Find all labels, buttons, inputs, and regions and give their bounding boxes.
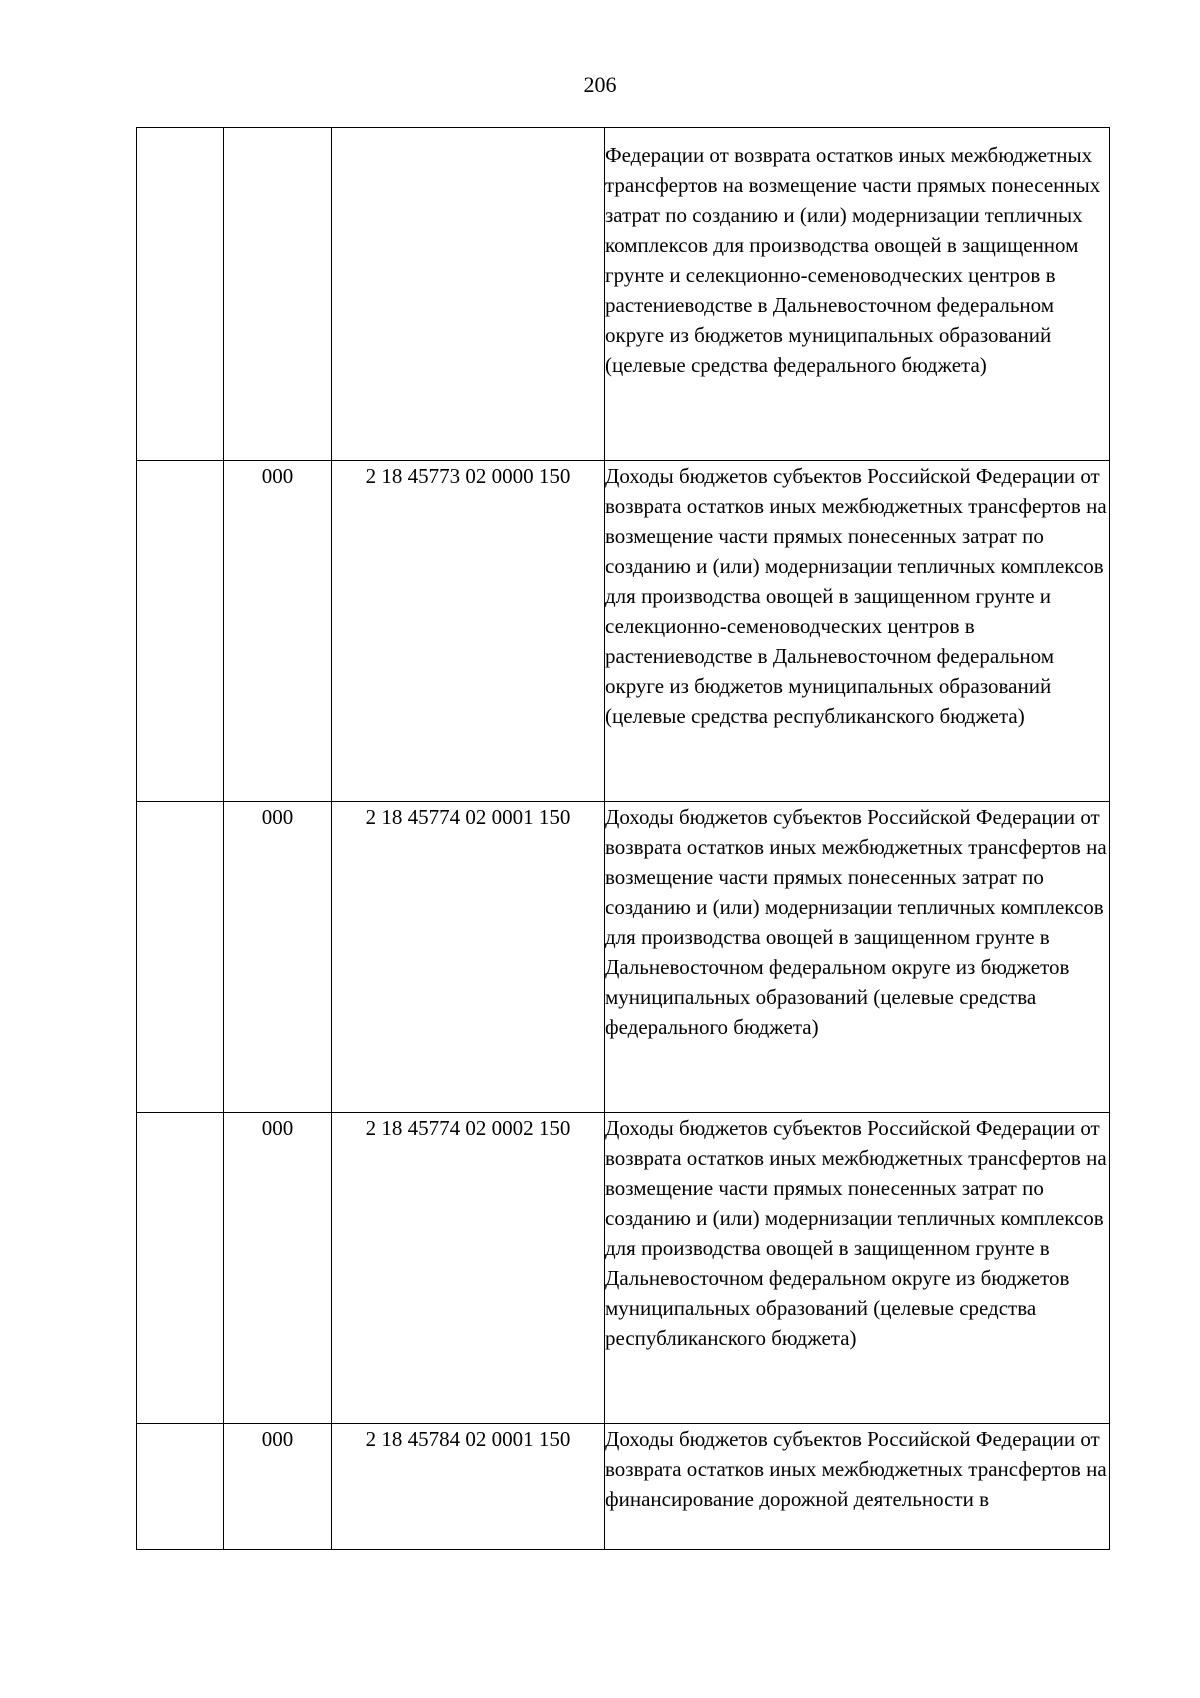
admin-code-cell: 000 bbox=[224, 802, 332, 1113]
description-cell: Доходы бюджетов субъектов Российской Федерации от возврата остатков иных межбюджетных трансфертов на возмещение части прямых понесенных затрат по созданию и (или) модернизации тепличных комплексов для производства овощей в защищенном грунте и селекционно-семеноводческих центров в растениеводстве в Дальневосточном федеральном округе из бюджетов муниципальных образований (целевые средства республиканского бюджета) bbox=[605, 461, 1110, 802]
budget-codes-table bbox=[136, 127, 1110, 1550]
table-row bbox=[137, 802, 1110, 1113]
table-row bbox=[137, 1424, 1110, 1550]
admin-code-cell: 000 bbox=[224, 1424, 332, 1550]
blank-cell bbox=[137, 802, 224, 1113]
kbk-code-cell: 2 18 45773 02 0000 150 bbox=[332, 461, 605, 802]
admin-code-cell: 000 bbox=[224, 1113, 332, 1424]
blank-cell bbox=[137, 128, 224, 461]
description-cell: Федерации от возврата остатков иных межбюджетных трансфертов на возмещение части прямых понесенных затрат по созданию и (или) модернизации тепличных комплексов для производства овощей в защищенном грунте и селекционно-семеноводческих центров в растениеводстве в Дальневосточном федеральном округе из бюджетов муниципальных образований (целевые средства федерального бюджета) bbox=[605, 128, 1110, 461]
blank-cell bbox=[137, 1113, 224, 1424]
table-row bbox=[137, 1113, 1110, 1424]
table-row bbox=[137, 128, 1110, 461]
kbk-code-cell: 2 18 45774 02 0002 150 bbox=[332, 1113, 605, 1424]
kbk-code-cell bbox=[332, 128, 605, 461]
admin-code-cell: 000 bbox=[224, 461, 332, 802]
description-cell: Доходы бюджетов субъектов Российской Федерации от возврата остатков иных межбюджетных трансфертов на финансирование дорожной деятельности в bbox=[605, 1424, 1110, 1550]
blank-cell bbox=[137, 461, 224, 802]
blank-cell bbox=[137, 1424, 224, 1550]
description-cell: Доходы бюджетов субъектов Российской Федерации от возврата остатков иных межбюджетных трансфертов на возмещение части прямых понесенных затрат по созданию и (или) модернизации тепличных комплексов для производства овощей в защищенном грунте в Дальневосточном федеральном округе из бюджетов муниципальных образований (целевые средства республиканского бюджета) bbox=[605, 1113, 1110, 1424]
description-cell: Доходы бюджетов субъектов Российской Федерации от возврата остатков иных межбюджетных трансфертов на возмещение части прямых понесенных затрат по созданию и (или) модернизации тепличных комплексов для производства овощей в защищенном грунте в Дальневосточном федеральном округе из бюджетов муниципальных образований (целевые средства федерального бюджета) bbox=[605, 802, 1110, 1113]
kbk-code-cell: 2 18 45784 02 0001 150 bbox=[332, 1424, 605, 1550]
table-row bbox=[137, 461, 1110, 802]
page-number: 206 bbox=[583, 72, 617, 97]
kbk-code-cell: 2 18 45774 02 0001 150 bbox=[332, 802, 605, 1113]
admin-code-cell bbox=[224, 128, 332, 461]
